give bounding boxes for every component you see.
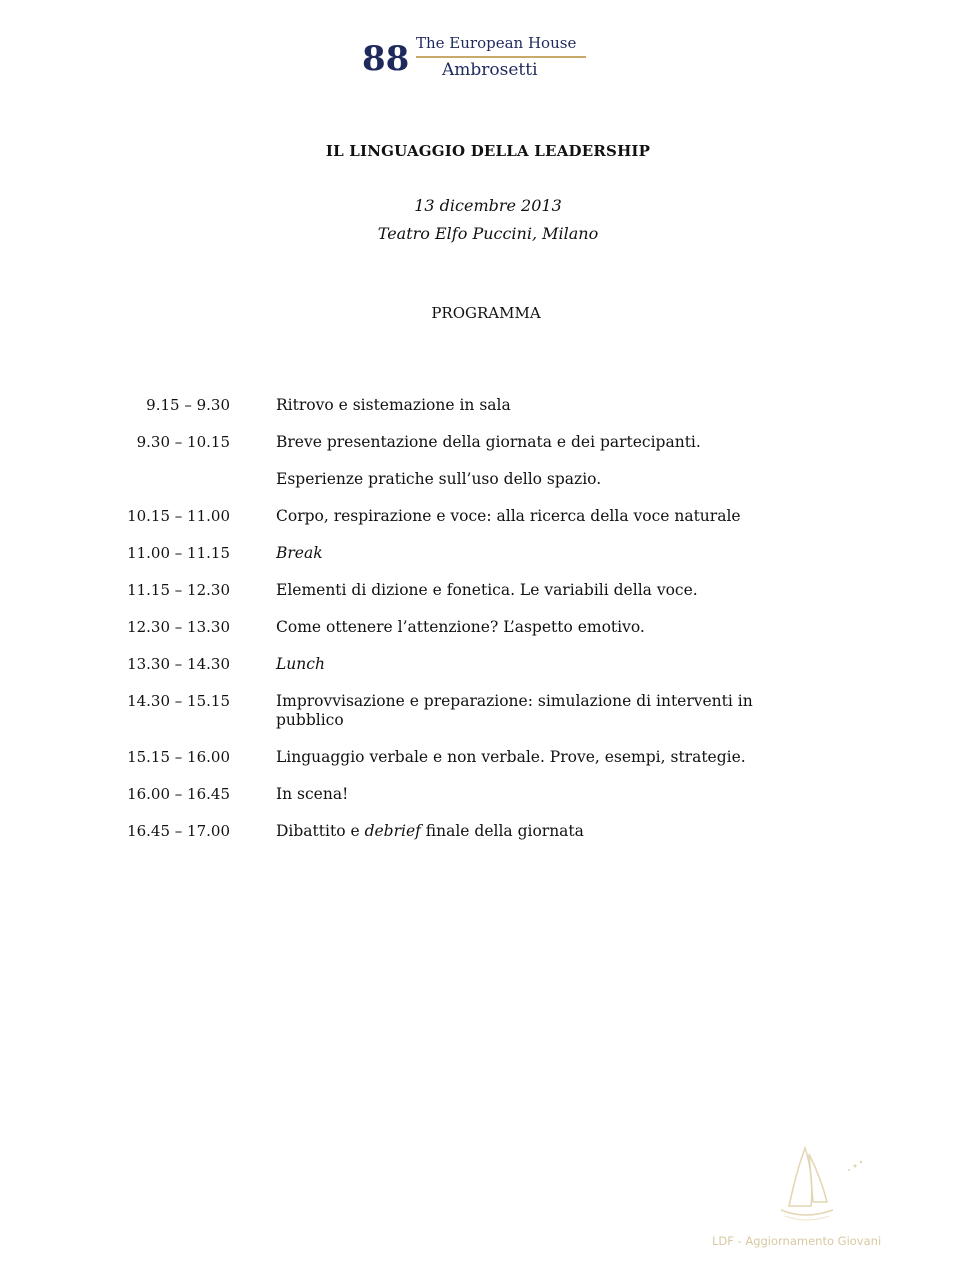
- event-date: 13 dicembre 2013: [414, 196, 562, 215]
- schedule-time: 9.30 – 10.15: [136, 433, 230, 451]
- schedule-time: 16.00 – 16.45: [127, 785, 230, 803]
- schedule-time: 14.30 – 15.15: [127, 692, 230, 710]
- activity-text: finale della giornata: [420, 822, 584, 840]
- schedule-activity: Breve presentazione della giornata e dei partecipanti.: [276, 433, 701, 451]
- schedule-activity: Linguaggio verbale e non verbale. Prove, esempi, strategie.: [276, 748, 746, 766]
- schedule-activity: Break: [276, 544, 323, 562]
- footer-caption: LDF - Aggiornamento Giovani: [712, 1234, 882, 1248]
- sailboat-watermark-icon: [775, 1140, 875, 1230]
- activity-emphasis: debrief: [364, 822, 421, 840]
- schedule-time: 9.15 – 9.30: [146, 396, 230, 414]
- schedule-activity: Improvvisazione e preparazione: simulazione di interventi in pubblico: [276, 692, 753, 729]
- ambrosetti-logo-icon: [362, 38, 412, 76]
- logo-company-line2: Ambrosetti: [442, 60, 538, 80]
- event-venue: Teatro Elfo Puccini, Milano: [377, 224, 599, 243]
- schedule-activity: [276, 822, 796, 841]
- document-title: IL LINGUAGGIO DELLA LEADERSHIP: [325, 142, 651, 160]
- schedule-time: 16.45 – 17.00: [127, 822, 230, 840]
- logo-divider: [416, 56, 586, 58]
- schedule-time: 15.15 – 16.00: [127, 748, 230, 766]
- logo-company-line1: The European House: [416, 34, 577, 52]
- schedule-activity: Esperienze pratiche sull’uso dello spazio.: [276, 470, 602, 488]
- schedule-time: 10.15 – 11.00: [127, 507, 230, 525]
- schedule-time: 12.30 – 13.30: [127, 618, 230, 636]
- schedule-activity: Ritrovo e sistemazione in sala: [276, 396, 511, 414]
- schedule-activity: In scena!: [276, 785, 349, 803]
- schedule-time: 11.15 – 12.30: [127, 581, 230, 599]
- schedule-activity: Elementi di dizione e fonetica. Le variabili della voce.: [276, 581, 698, 599]
- section-heading: PROGRAMMA: [431, 304, 541, 322]
- schedule-time: 11.00 – 11.15: [127, 544, 230, 562]
- schedule-activity: Come ottenere l’attenzione? L’aspetto emotivo.: [276, 618, 645, 636]
- activity-text: Dibattito e: [276, 822, 365, 840]
- schedule-activity: Lunch: [276, 655, 325, 673]
- svg-text:88: 88: [362, 39, 410, 76]
- schedule-activity: Corpo, respirazione e voce: alla ricerca della voce naturale: [276, 507, 741, 525]
- company-logo: [362, 32, 592, 84]
- schedule-time: 13.30 – 14.30: [127, 655, 230, 673]
